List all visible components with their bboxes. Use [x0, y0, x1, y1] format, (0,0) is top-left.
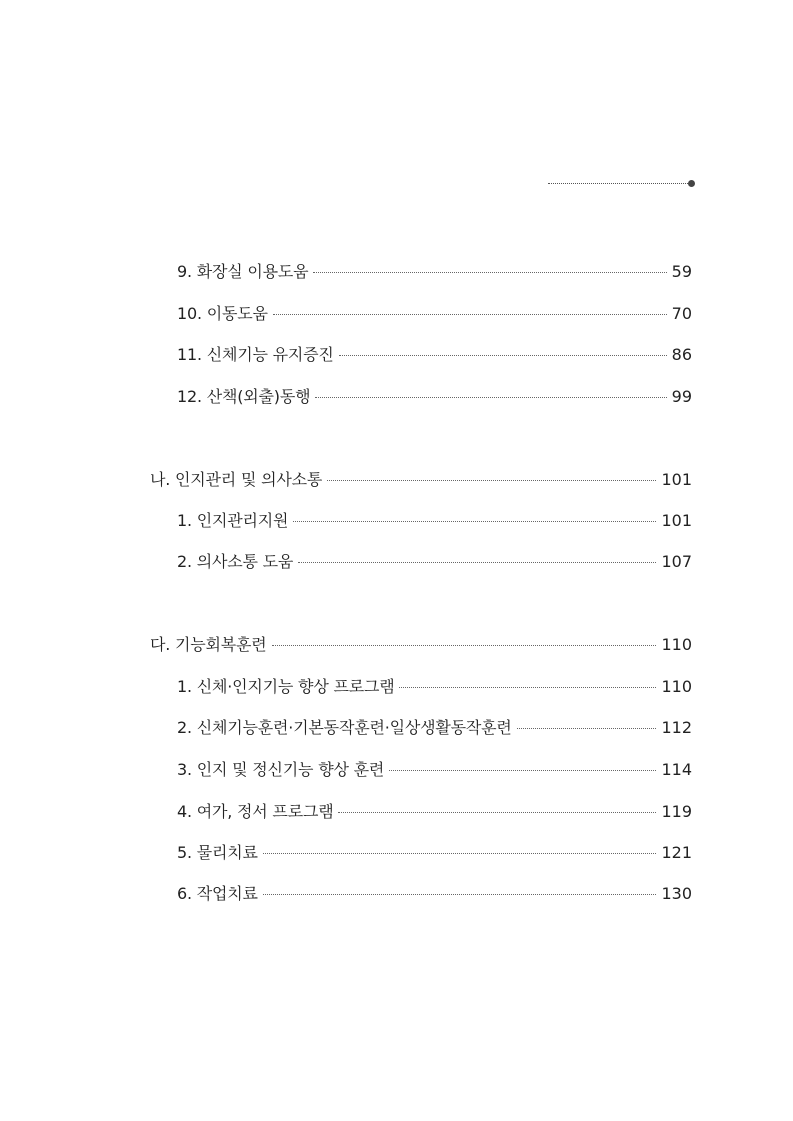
toc-entry[interactable]	[177, 882, 692, 906]
toc-entry[interactable]	[177, 800, 692, 824]
header-bullet-icon	[688, 180, 695, 187]
toc-entry-page: 114	[661, 760, 692, 779]
toc-entry-page: 101	[661, 511, 692, 530]
toc-leader-dots	[272, 645, 657, 646]
toc-entry-page: 110	[661, 677, 692, 696]
toc-section-label: 다. 기능회복훈련	[150, 635, 267, 654]
toc-leader-dots	[517, 728, 657, 729]
toc-leader-dots	[293, 521, 656, 522]
toc-entry-page: 59	[671, 262, 692, 281]
toc-entry-label: 2. 신체기능훈련·기본동작훈련·일상생활동작훈련	[177, 718, 512, 737]
toc-entry-page: 70	[671, 304, 692, 323]
toc-entry[interactable]	[177, 758, 692, 782]
toc-entry-label: 1. 신체·인지기능 향상 프로그램	[177, 677, 395, 696]
toc-entry[interactable]	[177, 385, 692, 409]
page-header-marker	[548, 179, 696, 189]
toc-entry[interactable]	[177, 343, 692, 367]
toc-entry-label: 5. 물리치료	[177, 843, 258, 862]
toc-entry-label: 9. 화장실 이용도움	[177, 262, 309, 281]
toc-leader-dots	[399, 687, 656, 688]
toc-entry-label: 12. 산책(외출)동행	[177, 387, 311, 406]
toc-leader-dots	[338, 812, 656, 813]
toc-leader-dots	[263, 894, 657, 895]
toc-section-label: 나. 인지관리 및 의사소통	[150, 470, 323, 489]
toc-leader-dots	[273, 314, 667, 315]
toc-entry-label: 3. 인지 및 정신기능 향상 훈련	[177, 760, 385, 779]
toc-leader-dots	[389, 770, 656, 771]
toc-entry[interactable]	[177, 675, 692, 699]
toc-section-page: 110	[661, 635, 692, 654]
toc-entry-label: 4. 여가, 정서 프로그램	[177, 802, 334, 821]
toc-section-page: 101	[661, 470, 692, 489]
toc-leader-dots	[315, 397, 666, 398]
toc-entry[interactable]	[177, 260, 692, 284]
toc-leader-dots	[263, 853, 657, 854]
toc-entry-page: 130	[661, 884, 692, 903]
toc-section-heading[interactable]	[150, 468, 692, 492]
toc-entry-label: 6. 작업치료	[177, 884, 258, 903]
toc-entry-page: 107	[661, 552, 692, 571]
toc-leader-dots	[298, 562, 656, 563]
toc-entry-label: 1. 인지관리지원	[177, 511, 289, 530]
toc-entry-label: 11. 신체기능 유지증진	[177, 345, 334, 364]
toc-section-heading[interactable]	[150, 633, 692, 657]
toc-entry[interactable]	[177, 509, 692, 533]
toc-entry[interactable]	[177, 716, 692, 740]
toc-entry-page: 112	[661, 718, 692, 737]
toc-entry-label: 10. 이동도움	[177, 304, 268, 323]
toc-leader-dots	[313, 272, 666, 273]
toc-entry-page: 86	[671, 345, 692, 364]
toc-entry-page: 121	[661, 843, 692, 862]
toc-entry[interactable]	[177, 841, 692, 865]
toc-entry-page: 99	[671, 387, 692, 406]
toc-leader-dots	[339, 355, 667, 356]
toc-entry-label: 2. 의사소통 도움	[177, 552, 294, 571]
header-dotted-line	[548, 183, 688, 184]
toc-entry-page: 119	[661, 802, 692, 821]
toc-entry[interactable]	[177, 302, 692, 326]
toc-leader-dots	[327, 480, 656, 481]
toc-entry[interactable]	[177, 550, 692, 574]
